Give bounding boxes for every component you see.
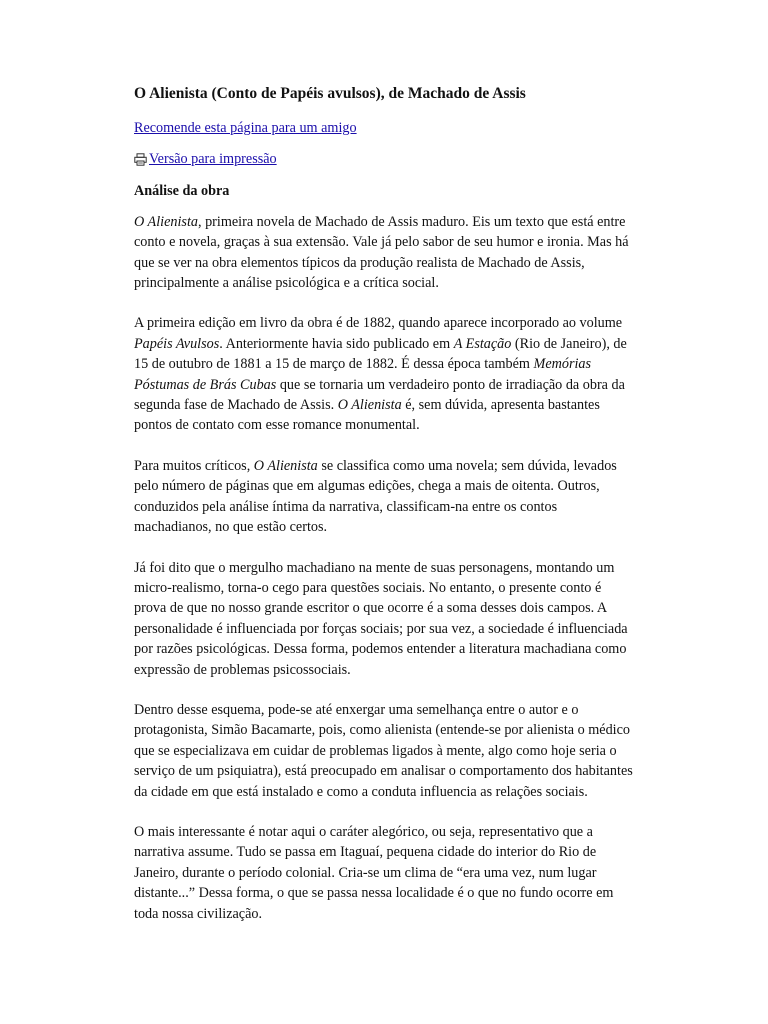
- paragraph-2: [134, 313, 634, 435]
- paragraph-text: (Rio de Janeiro), de 15 de outubro de 1881 a 15 de março de 1882. É dessa época também: [134, 335, 627, 373]
- section-heading: Análise da obra: [134, 182, 230, 199]
- article-content: [134, 84, 634, 944]
- paragraph-text: . Anteriormente havia sido publicado em: [219, 335, 454, 352]
- paragraph-text: se classifica como uma novela; sem dúvida, levados pelo número de páginas que em algumas edições, chega a mais de oitenta. Outros, conduzidos pela análise íntima da narrativa, classificam-na entre os contos machadianos, no que estão certos.: [134, 457, 617, 536]
- paragraph-4: Já foi dito que o mergulho machadiano na mente de suas personagens, montando um micro-realismo, torna-o cego para questões sociais. No entanto, o presente conto é prova de que no nosso grande escritor o que ocorre é a soma desses dois campos. A personalidade é influenciada por forças sociais; por sua vez, a sociedade é influenciada por razões psicológicas. Dessa forma, podemos entender a literatura machadiana como expressão de problemas psicossociais.: [134, 559, 628, 678]
- recommend-row: [134, 118, 634, 138]
- paragraph-text: que se tornaria um verdadeiro ponto de irradiação da obra da segunda fase de Machado de Assis.: [134, 376, 625, 414]
- printer-icon: [134, 153, 147, 166]
- print-row: [134, 149, 634, 169]
- paragraph-text: A primeira edição em livro da obra é de 1882, quando aparece incorporado ao volume: [134, 315, 623, 332]
- work-title: Memórias Póstumas de Brás Cubas: [134, 356, 592, 393]
- print-version-label: Versão para impressão: [149, 151, 277, 168]
- paragraph-6: O mais interessante é notar aqui o caráter alegórico, ou seja, representativo que a narrativa assume. Tudo se passa em Itaguaí, pequena cidade do interior do Rio de Janeiro, durante o período colonial. Cria-se um clima de “era uma vez, num lugar distante...” Dessa forma, o que se passa nessa localidade é o que no fundo ocorre em toda nossa civilização.: [134, 823, 614, 922]
- work-title: O Alienista: [337, 397, 402, 414]
- page-title: O Alienista (Conto de Papéis avulsos), de Machado de Assis: [134, 85, 526, 102]
- work-title: Papéis Avulsos: [134, 335, 220, 352]
- paragraph-5: Dentro desse esquema, pode-se até enxergar uma semelhança entre o autor e o protagonista, Simão Bacamarte, pois, como alienista (entende-se por alienista o médico que se especializava em cuidar de problemas ligados à mente, algo como hoje seria o serviço de um psiquiatra), está preocupado em analisar o comportamento dos habitantes da cidade em que está instalado e como a conduta influencia as relações sociais.: [134, 701, 633, 800]
- paragraph-text: Para muitos críticos,: [134, 457, 254, 474]
- work-title: O Alienista: [253, 457, 318, 474]
- paragraph-1: [134, 212, 634, 294]
- work-title: A Estação: [453, 335, 512, 352]
- paragraph-text: é, sem dúvida, apresenta bastantes pontos de contato com esse romance monumental.: [134, 397, 600, 434]
- print-version-link[interactable]: [134, 149, 277, 169]
- recommend-link[interactable]: Recomende esta página para um amigo: [134, 120, 357, 136]
- paragraph-3: [134, 456, 634, 538]
- paragraph-text: , primeira novela de Machado de Assis maduro. Eis um texto que está entre conto e novela, graças à sua extensão. Vale já pelo sabor de seu humor e ironia. Mas há que se ver na obra elementos típicos da produção realista de Machado de Assis, principalmente a análise psicológica e a crítica social.: [134, 213, 629, 292]
- work-title: O Alienista: [134, 213, 198, 230]
